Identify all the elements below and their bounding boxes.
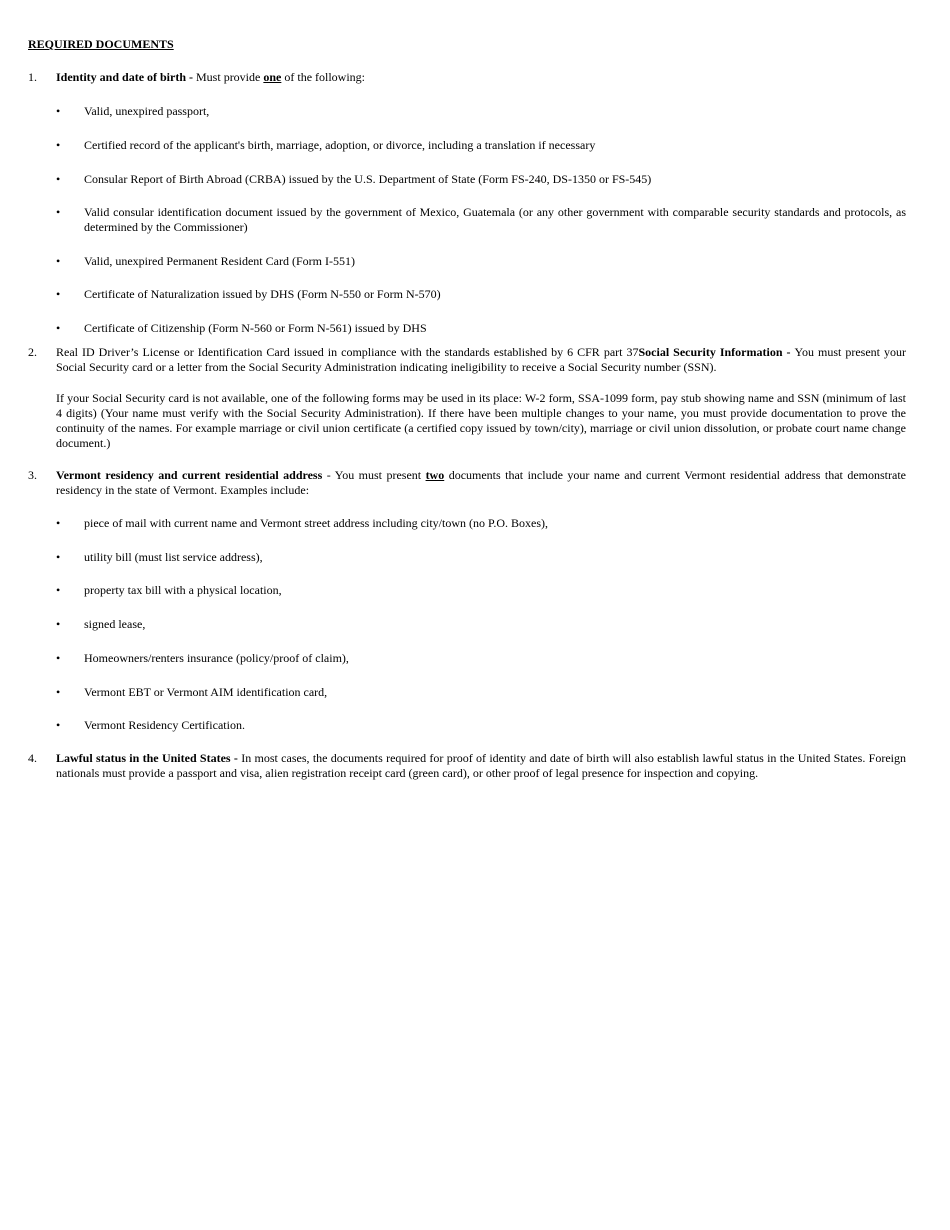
section-1-emphasis: one	[263, 70, 282, 84]
section-4-paragraph	[56, 751, 906, 781]
list-item-text: Homeowners/renters insurance (policy/proof of claim),	[84, 651, 349, 665]
page-title: REQUIRED DOCUMENTS	[28, 37, 174, 51]
list-item-text: utility bill (must list service address),	[84, 550, 263, 564]
bullet: •	[56, 583, 61, 597]
list-item-text: signed lease,	[84, 617, 146, 631]
list-item-text: Certificate of Naturalization issued by DHS (Form N-550 or Form N-570)	[84, 287, 441, 301]
bullet: •	[56, 617, 61, 631]
bullet: •	[56, 172, 61, 186]
section-1-text-a: Must provide	[196, 70, 264, 84]
list-item	[56, 651, 906, 666]
section-2-text-b: You must present your Social Security card or a letter from the Social Security Administration indicating ineligibility to receive a Social Security number (SSN).	[56, 345, 906, 374]
list-item-text: Valid consular identification document issued by the government of Mexico, Guatemala (or any other government with comparable security standards and protocols, as determined by the Commissioner)	[84, 205, 906, 234]
list-item-text: property tax bill with a physical location,	[84, 583, 282, 597]
section-1-intro	[56, 70, 906, 85]
bullet: •	[56, 550, 61, 564]
list-item-text: piece of mail with current name and Vermont street address including city/town (no P.O. Boxes),	[84, 516, 549, 530]
list-item-text: Vermont Residency Certification.	[84, 718, 245, 732]
list-item	[56, 104, 906, 119]
list-item	[56, 516, 906, 531]
section-2-text-a: Real ID Driver’s License or Identification Card issued in compliance with the standards established by 6 CFR part 37	[56, 345, 639, 359]
section-3-emphasis: two	[425, 468, 445, 482]
bullet: •	[56, 516, 61, 530]
list-item	[56, 321, 906, 336]
list-item	[56, 205, 906, 235]
list-item-text: Vermont EBT or Vermont AIM identification card,	[84, 685, 328, 699]
list-item-text: Certified record of the applicant's birth, marriage, adoption, or divorce, including a translation if necessary	[84, 138, 596, 152]
list-item	[56, 617, 906, 632]
section-1-heading: Identity and date of birth -	[56, 70, 197, 84]
section-3-text-a: - You must present	[322, 468, 426, 482]
list-item	[56, 685, 906, 700]
bullet: •	[56, 321, 61, 335]
list-item-text: Valid, unexpired Permanent Resident Card (Form I-551)	[84, 254, 355, 268]
list-item	[56, 172, 906, 187]
list-item-text: Certificate of Citizenship (Form N-560 or Form N-561) issued by DHS	[84, 321, 427, 335]
list-item	[56, 287, 906, 302]
bullet: •	[56, 254, 61, 268]
section-number-4: 4.	[28, 751, 37, 765]
list-item	[56, 254, 906, 269]
bullet: •	[56, 651, 61, 665]
list-item	[56, 138, 906, 153]
section-1-text-b: of the following:	[281, 70, 366, 84]
list-item	[56, 583, 906, 598]
list-item	[56, 550, 906, 565]
section-4-heading: Lawful status in the United States -	[56, 751, 242, 765]
bullet: •	[56, 138, 61, 152]
section-number-2: 2.	[28, 345, 37, 359]
section-2-heading: Social Security Information -	[638, 345, 795, 359]
bullet: •	[56, 287, 61, 301]
section-number-1: 1.	[28, 70, 37, 84]
list-item-text: Consular Report of Birth Abroad (CRBA) issued by the U.S. Department of State (Form FS-240, DS-1350 or FS-545)	[84, 172, 652, 186]
section-2-intro	[56, 345, 906, 375]
section-3-heading: Vermont residency and current residential address	[56, 468, 323, 482]
section-2-paragraph: If your Social Security card is not available, one of the following forms may be used in its place: W-2 form, SSA-1099 form, pay stub showing name and SSN (minimum of last 4 digits) (Your name must verify with the Social Security Administration). If there have been multiple changes to your name, you must provide documentation to prove the continuity of the names. For example marriage or civil union certificate (a certified copy issued by town/city), marriage or civil union dissolution, or probate court name change document.)	[56, 391, 906, 450]
bullet: •	[56, 205, 61, 219]
section-3-intro	[56, 468, 906, 498]
section-3-text-b: documents that include your name and current Vermont residential address that demonstrate residency in the state of Vermont. Examples include:	[56, 468, 906, 497]
section-4-text: In most cases, the documents required for proof of identity and date of birth will also establish lawful status in the United States. Foreign nationals must provide a passport and visa, alien registration receipt card (green card), or other proof of legal presence for inspection and copying.	[56, 751, 906, 780]
bullet: •	[56, 685, 61, 699]
section-number-3: 3.	[28, 468, 37, 482]
list-item	[56, 718, 906, 733]
bullet: •	[56, 718, 61, 732]
bullet: •	[56, 104, 61, 118]
list-item-text: Valid, unexpired passport,	[84, 104, 210, 118]
